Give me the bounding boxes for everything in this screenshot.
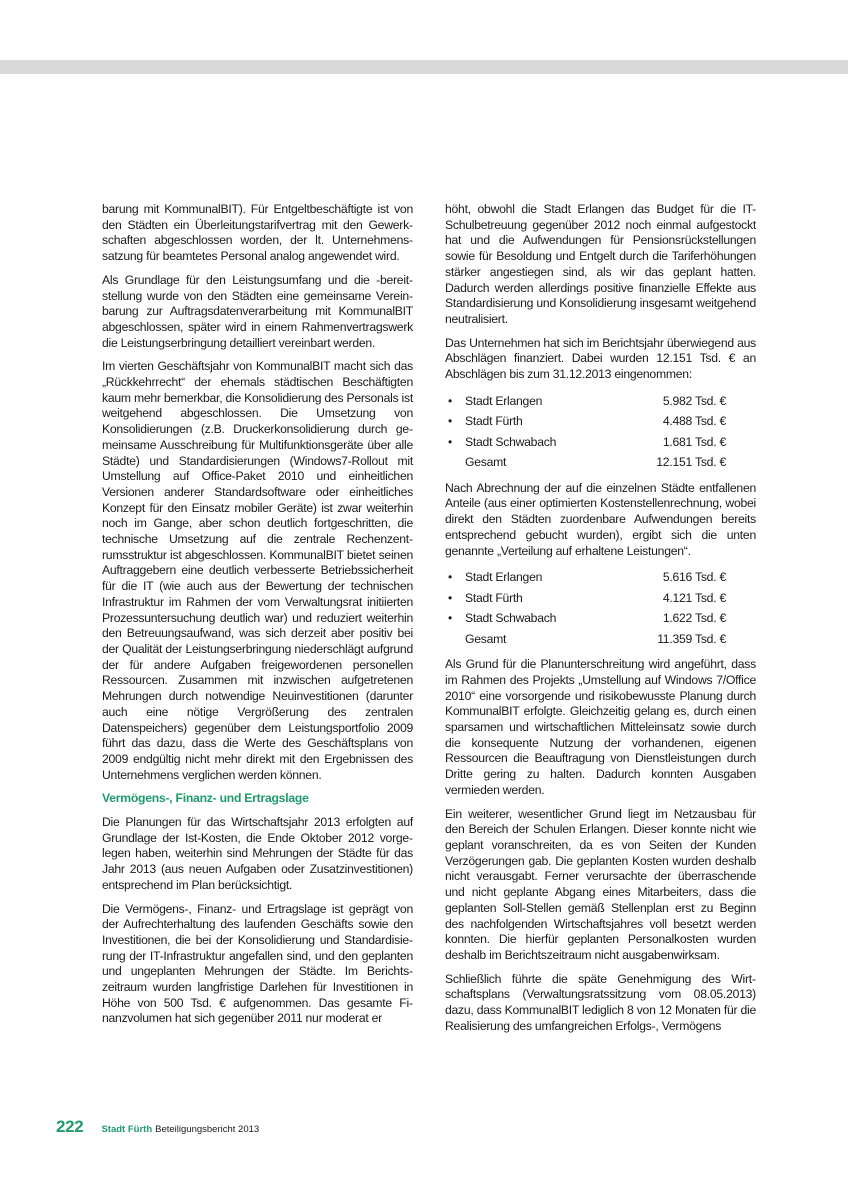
list-item [445, 608, 756, 629]
paragraph: Ein weiterer, wesentlicher Grund liegt im Netzausbau für den Bereich der Schulen Erlangen. Dieser konnte nicht wie geplant voranschreiten, da es von Seiten der Kunden Verzögerungen gab. Die geplanten Kosten wurden deshalb nicht verausgabt. Ferner verursachte der überraschende und nicht geplante Abgang eines Mitarbeiters, dass die geplanten Soll-Stellen gemäß Stellenplan erst zu Beginn des nachfolgenden Wirtschaftsjahres voll besetzt werden konnten. Die hierfür geplanten Personalkosten wurden deshalb im Berichtszeitraum nicht ausgabenwirksam. [445, 806, 756, 962]
paragraph: Als Grundlage für den Leistungsumfang und die -bereitstellung wurde von den Städten eine gemeinsame Vereinbarung zur Auftragsdatenverarbeitung mit KommunalBIT abgeschlossen, später wird in einem Rahmenvertragswerk die Leistungserbringung detailliert vereinbart werden. [102, 272, 413, 350]
amount-value: 5.982 Tsd. € [662, 393, 726, 408]
total-value: 12.151 Tsd. € [656, 455, 726, 470]
city-label: Stadt Erlangen [465, 570, 543, 585]
list-item [445, 567, 756, 588]
amount-value: 5.616 Tsd. € [662, 570, 726, 585]
right-column [445, 202, 756, 1042]
paragraph: Als Grund für die Planunterschreitung wird angeführt, dass im Rahmen des Projekts „Umstellung auf Windows 7/Office 2010“ eine vorsorgende und risikobewusste Planung durch KommunalBIT erfolgte. Gleichzeitig gelang es, durch einen sparsamen und wirtschaftlichen Mitteleinsatz sowie durch die konsequente Nutzung der vorhandenen, eigenen Ressourcen die Beauftragung von Dienstleistungen durch Dritte gering zu halten. Dadurch konnten Ausgaben vermieden werden. [445, 657, 756, 797]
list-item-total [445, 629, 756, 650]
page-footer [56, 1117, 259, 1137]
total-label: Gesamt [465, 455, 507, 470]
total-label: Gesamt [465, 631, 507, 646]
section-heading: Vermögens-, Finanz- und Ertragslage [102, 791, 309, 806]
city-label: Stadt Schwabach [465, 611, 557, 626]
paragraph: Das Unternehmen hat sich im Berichtsjahr überwiegend aus Abschlägen finanziert. Dabei wurden 12.151 Tsd. € an Abschlägen bis zum 31.12.2013 eingenommen: [445, 335, 756, 382]
amount-value: 4.488 Tsd. € [662, 414, 726, 429]
left-column [102, 202, 413, 1035]
bullet-icon: • [448, 414, 452, 429]
paragraph: Die Vermögens-, Finanz- und Ertragslage ist geprägt von der Aufrechterhaltung des laufenden Geschäfts sowie den Investitionen, die bei der Konsolidierung und Standardisierung der IT-Infrastruktur angefallen sind, und den geplanten und ungeplanten Mehrungen der Städte. Im Berichtszeitraum wurden langfristige Darlehen für Investitionen in Höhe von 500 Tsd. € aufgenommen. Das gesamte Finanzvolumen hat sich gegenüber 2011 nur moderat er [102, 901, 413, 1026]
bullet-icon: • [448, 611, 452, 626]
bullet-icon: • [448, 393, 452, 408]
bullet-icon: • [448, 434, 452, 449]
page-number: 222 [56, 1117, 84, 1136]
list-item [445, 411, 756, 432]
paragraph: Die Planungen für das Wirtschaftsjahr 2013 erfolgten auf Grundlage der Ist-Kosten, die Ende Oktober 2012 vorgelegen haben, weiterhin sind Mehrungen der Städte für das Jahr 2013 (aus neuen Aufgaben oder Zusatzinvestitionen) entsprechend im Plan berücksichtigt. [102, 815, 413, 892]
total-value: 11.359 Tsd. € [657, 631, 726, 646]
amount-value: 1.622 Tsd. € [662, 611, 726, 626]
city-label: Stadt Schwabach [465, 434, 557, 449]
bullet-icon: • [448, 570, 452, 585]
list-item [445, 588, 756, 609]
list-item [445, 432, 756, 453]
paragraph: barung mit KommunalBIT). Für Entgeltbeschäftigte ist von den Städten ein Überleitungstarifvertrag mit den Gewerkschaften abgeschlossen worden, der lt. Unternehmenssatzung für beamtetes Personal analog angewendet wird. [102, 202, 413, 264]
list-item-total [445, 452, 756, 473]
amount-value: 1.681 Tsd. € [662, 434, 726, 449]
paragraph: Nach Abrechnung der auf die einzelnen Städte entfallenen Anteile (aus einer optimierten Kostenstellenrechnung, wobei direkt den Städten zuordenbare Aufwendungen bereits entsprechend gebucht wurden), ergibt sich die unten genannte „Verteilung auf erhaltene Leistungen“. [445, 480, 756, 558]
city-label: Stadt Fürth [465, 590, 523, 605]
advance-payments-list [445, 391, 756, 473]
list-item [445, 391, 756, 412]
footer-city: Stadt Fürth [101, 1124, 153, 1135]
footer-report-title: Beteiligungsbericht 2013 [155, 1124, 260, 1135]
service-distribution-list [445, 567, 756, 649]
city-label: Stadt Fürth [465, 414, 523, 429]
city-label: Stadt Erlangen [465, 393, 543, 408]
bullet-icon: • [448, 590, 452, 605]
paragraph: Schließlich führte die späte Genehmigung des Wirtschaftsplans (Verwaltungsratssitzung vom 08.05.2013) dazu, dass KommunalBIT lediglich 8 von 12 Monaten für die Realisierung des umfangreichen Erfolgs-, Vermögens [445, 971, 756, 1033]
paragraph: höht, obwohl die Stadt Erlangen das Budget für die IT-Schulbetreuung gegenüber 2012 noch einmal aufgestockt hat und die Aufwendungen für Pensionsrückstellungen sowie für Besoldung und Entgelt durch die Tariferhöhungen stärker angestiegen sind, als wir das geplant hatten. Dadurch werden allerdings positive finanzielle Effekte aus Standardisierung und Konsolidierung insgesamt weitgehend neutralisiert. [445, 202, 756, 326]
amount-value: 4.121 Tsd. € [662, 590, 726, 605]
paragraph: Im vierten Geschäftsjahr von KommunalBIT macht sich das „Rückkehrrecht“ der ehemals städtischen Beschäftigten kaum mehr bemerkbar, die Konsolidierung des Personals ist weitgehend abgeschlossen. Die Umsetzung von Konsolidierungen (z.B. Druckerkonsolidierung durch gemeinsame Ausschreibung für Multifunktionsgeräte über alle Städte) und Standardisierungen (Windows7-Rollout mit Umstellung auf Office-Paket 2010 und einheitlichen Versionen anderer Standardsoftware oder einheitliches Konzept für den Einsatz mobiler Geräte) ist zwar weiterhin noch im Gange, aber schon deutlich fortgeschritten, die technische Umsetzung auf die zentrale Rechenzentrumsstruktur ist abgeschlossen. KommunalBIT bietet seinen Auftraggebern eine deutlich verbesserte Betriebssicherheit für die IT (wie auch aus der Bewertung der technischen Infrastruktur im Rahmen der vom Verwaltungsrat initiierten Prozessuntersuchung deutlich war) und reduziert weiterhin den Betreuungsaufwand, was sich derzeit aber positiv bei der Qualität der Leistungserbringung niederschlägt aufgrund der für andere Aufgaben freigewordenen personellen Ressourcen. Zusammen mit inzwischen aufgetretenen Mehrungen durch notwendige Neuinvestitionen (darunter auch eine nötige Vergrößerung des zentralen Datenspeichers) gegenüber dem Leistungsportfolio 2009 führt das dazu, dass die Werte des Geschäftsplans von 2009 endgültig nicht mehr direkt mit den Ergebnissen des Unternehmens verglichen werden können. [102, 359, 413, 782]
header-band [0, 60, 848, 74]
